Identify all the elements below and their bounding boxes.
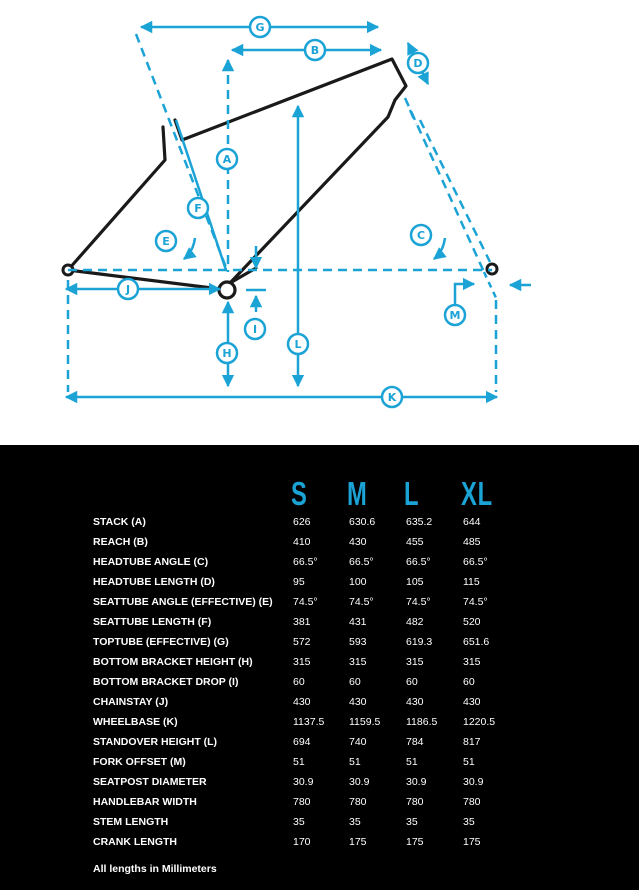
size-header-xl: XL (461, 475, 493, 512)
cell-m: 315 (349, 656, 367, 668)
cell-xl: 780 (463, 796, 481, 808)
cell-l: 51 (406, 756, 418, 768)
table-row (0, 655, 639, 675)
cell-l: 430 (406, 696, 424, 708)
svg-text:D: D (413, 57, 423, 70)
svg-text:M: M (449, 309, 461, 322)
cell-l: 74.5° (406, 596, 431, 608)
cell-m: 1159.5 (349, 716, 381, 728)
cell-l: 619.3 (406, 636, 433, 648)
size-header-m: M (347, 475, 368, 512)
cell-m: 630.6 (349, 516, 376, 528)
svg-text:F: F (194, 202, 202, 215)
dim-label-b (305, 40, 325, 60)
table-row (0, 715, 639, 735)
row-label: STANDOVER HEIGHT (L) (93, 736, 218, 748)
svg-text:I: I (252, 323, 258, 336)
row-label: HANDLEBAR WIDTH (93, 796, 197, 808)
cell-xl: 115 (463, 576, 480, 588)
cell-l: 30.9 (406, 776, 427, 788)
table-row (0, 635, 639, 655)
table-row (0, 575, 639, 595)
row-label: WHEELBASE (K) (93, 716, 178, 728)
cell-m: 35 (349, 816, 361, 828)
cell-l: 66.5° (406, 556, 431, 568)
cell-m: 431 (349, 616, 367, 628)
cell-m: 430 (349, 536, 367, 548)
cell-s: 780 (293, 796, 311, 808)
cell-s: 66.5° (293, 556, 318, 568)
cell-xl: 430 (463, 696, 481, 708)
cell-s: 410 (293, 536, 311, 548)
cell-m: 593 (349, 636, 367, 648)
cell-xl: 315 (463, 656, 481, 668)
cell-s: 35 (293, 816, 305, 828)
cell-s: 381 (293, 616, 311, 628)
row-label: CRANK LENGTH (93, 836, 177, 848)
cell-xl: 644 (463, 516, 481, 528)
cell-l: 315 (406, 656, 424, 668)
cell-xl: 520 (463, 616, 481, 628)
dim-label-f (188, 198, 208, 218)
cell-xl: 651.6 (463, 636, 490, 648)
bottom-bracket (219, 282, 235, 298)
svg-text:A: A (222, 153, 232, 166)
row-label: STEM LENGTH (93, 816, 169, 828)
size-header-s: S (291, 475, 308, 512)
cell-s: 572 (293, 636, 311, 648)
table-row (0, 695, 639, 715)
cell-s: 694 (293, 736, 311, 748)
cell-xl: 51 (463, 756, 475, 768)
dim-label-e (156, 231, 176, 251)
cell-s: 315 (293, 656, 311, 668)
size-header-l: L (404, 475, 420, 512)
cell-xl: 817 (463, 736, 481, 748)
dim-label-j (118, 279, 138, 299)
row-label: TOPTUBE (EFFECTIVE) (G) (93, 636, 229, 648)
table-row (0, 735, 639, 755)
cell-l: 455 (406, 536, 424, 548)
row-label: SEATTUBE LENGTH (F) (93, 616, 212, 628)
dim-label-d (408, 53, 428, 73)
cell-m: 30.9 (349, 776, 370, 788)
dim-label-i (245, 319, 265, 339)
cell-xl: 485 (463, 536, 481, 548)
cell-s: 430 (293, 696, 311, 708)
cell-l: 175 (406, 836, 424, 848)
cell-xl: 66.5° (463, 556, 488, 568)
cell-m: 780 (349, 796, 367, 808)
row-label: BOTTOM BRACKET DROP (I) (93, 676, 239, 688)
row-label: REACH (B) (93, 536, 148, 548)
dim-label-g (250, 17, 270, 37)
dim-label-h (217, 343, 237, 363)
cell-l: 635.2 (406, 516, 433, 528)
cell-m: 66.5° (349, 556, 374, 568)
svg-text:H: H (222, 347, 232, 360)
row-label: HEADTUBE LENGTH (D) (93, 576, 215, 588)
table-row (0, 555, 639, 575)
cell-s: 1137.5 (293, 716, 325, 728)
row-label: SEATPOST DIAMETER (93, 776, 207, 788)
cell-s: 170 (293, 836, 311, 848)
table-row (0, 755, 639, 775)
row-label: CHAINSTAY (J) (93, 696, 169, 708)
table-row (0, 595, 639, 615)
row-label: FORK OFFSET (M) (93, 756, 186, 768)
cell-xl: 30.9 (463, 776, 484, 788)
cell-xl: 74.5° (463, 596, 488, 608)
svg-text:G: G (255, 21, 265, 34)
cell-s: 95 (293, 576, 305, 588)
cell-s: 51 (293, 756, 305, 768)
row-label: SEATTUBE ANGLE (EFFECTIVE) (E) (93, 596, 273, 608)
cell-s: 30.9 (293, 776, 314, 788)
table-row (0, 535, 639, 555)
cell-l: 1186.5 (406, 716, 438, 728)
cell-m: 60 (349, 676, 361, 688)
svg-text:J: J (125, 283, 131, 296)
row-label: HEADTUBE ANGLE (C) (93, 556, 209, 568)
cell-xl: 60 (463, 676, 475, 688)
table-row (0, 795, 639, 815)
dim-label-m (445, 305, 465, 325)
svg-text:L: L (294, 338, 302, 351)
cell-m: 51 (349, 756, 361, 768)
cell-s: 60 (293, 676, 305, 688)
cell-m: 74.5° (349, 596, 374, 608)
row-label: BOTTOM BRACKET HEIGHT (H) (93, 656, 253, 668)
cell-l: 482 (406, 616, 424, 628)
bike-frame (68, 59, 406, 289)
cell-m: 430 (349, 696, 367, 708)
table-row (0, 615, 639, 635)
cell-s: 74.5° (293, 596, 318, 608)
svg-text:C: C (416, 229, 426, 242)
dim-label-c (411, 225, 431, 245)
table-row (0, 775, 639, 795)
cell-l: 784 (406, 736, 424, 748)
svg-text:B: B (310, 44, 320, 57)
svg-text:E: E (162, 235, 170, 248)
cell-l: 780 (406, 796, 424, 808)
cell-l: 60 (406, 676, 418, 688)
svg-text:K: K (387, 391, 397, 404)
cell-l: 105 (406, 576, 424, 588)
table-row (0, 835, 639, 855)
dim-label-l (288, 334, 308, 354)
cell-xl: 1220.5 (463, 716, 496, 728)
dim-label-k (382, 387, 402, 407)
cell-xl: 35 (463, 816, 475, 828)
cell-xl: 175 (463, 836, 481, 848)
dim-label-a (217, 149, 237, 169)
table-row (0, 815, 639, 835)
cell-m: 100 (349, 576, 367, 588)
cell-m: 740 (349, 736, 367, 748)
cell-l: 35 (406, 816, 418, 828)
cell-s: 626 (293, 516, 311, 528)
table-row (0, 515, 639, 535)
table-row (0, 675, 639, 695)
units-footnote: All lengths in Millimeters (93, 863, 217, 875)
row-label: STACK (A) (93, 516, 146, 528)
geometry-table (0, 445, 639, 890)
cell-m: 175 (349, 836, 367, 848)
